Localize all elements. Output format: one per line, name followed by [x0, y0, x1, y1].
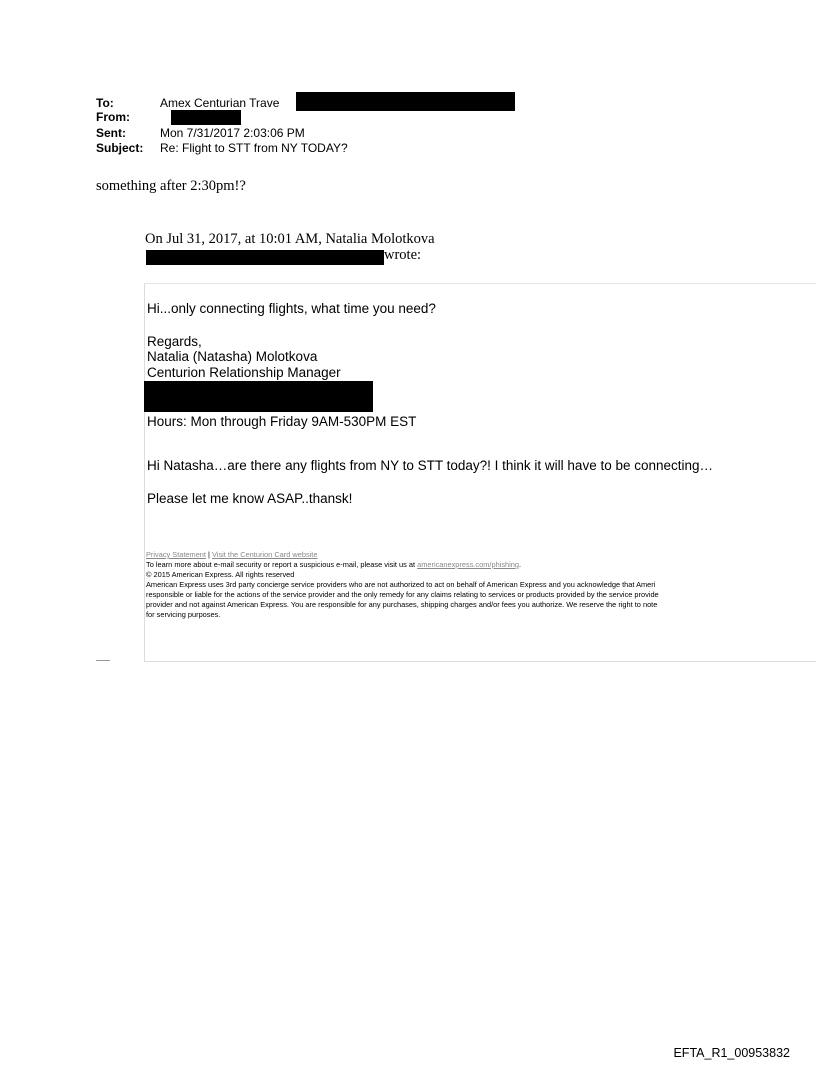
document-id: EFTA_R1_00953832 [673, 1046, 790, 1060]
subject-label: Subject: [96, 141, 144, 155]
disclaimer-legal-1: American Express uses 3rd party concierge service providers who are not authorized to act on behalf of American Express and you acknowledge that Ameri [146, 580, 656, 589]
sent-label: Sent: [96, 126, 126, 140]
centurion-website-link[interactable]: Visit the Centurion Card website [212, 550, 318, 559]
signature-name: Natalia (Natasha) Molotkova [147, 349, 318, 364]
quote-header-wrote: wrote: [384, 247, 422, 263]
disclaimer-copyright: © 2015 American Express. All rights reserved [146, 570, 295, 579]
sent-value: Mon 7/31/2017 2:03:06 PM [160, 126, 305, 140]
to-label: To: [96, 96, 114, 110]
disclaimer-legal-2: responsible or liable for the actions of the service provider and the only remedy for any claims relating to services or products provided by the service provide [146, 590, 659, 599]
redaction-to-address [296, 92, 515, 111]
disclaimer-security [146, 560, 521, 570]
signature-regards: Regards, [147, 334, 202, 349]
from-label: From: [96, 110, 130, 124]
subject-value: Re: Flight to STT from NY TODAY? [160, 141, 348, 155]
faint-divider-mark [96, 660, 110, 661]
quote-header-line1: On Jul 31, 2017, at 10:01 AM, Natalia Molotkova [145, 231, 435, 247]
link-separator: | [205, 550, 213, 559]
reply-body: something after 2:30pm!? [96, 178, 246, 194]
disclaimer-legal-4: for servicing purposes. [146, 610, 221, 619]
redaction-signature-contact [144, 381, 373, 412]
original-asap-line: Please let me know ASAP..thansk! [147, 491, 353, 506]
disclaimer-legal-3: provider and not against American Express. You are responsible for any purchases, shipping charges and/or fees you authorize. We reserve the right to note [146, 600, 658, 609]
privacy-statement-link[interactable]: Privacy Statement [146, 550, 206, 559]
security-text: To learn more about e-mail security or report a suspicious e-mail, please visit us at [146, 560, 418, 569]
redaction-from [171, 110, 241, 125]
signature-title: Centurion Relationship Manager [147, 365, 341, 380]
security-suffix: . [518, 560, 522, 569]
signature-hours: Hours: Mon through Friday 9AM-530PM EST [147, 414, 417, 429]
original-question: Hi Natasha…are there any flights from NY to STT today?! I think it will have to be connecting… [147, 458, 714, 473]
redaction-sender-email [146, 250, 384, 265]
to-value: Amex Centurian Trave [160, 96, 280, 110]
phishing-link[interactable]: americanexpress.com/phishing [417, 560, 519, 569]
quoted-reply-line: Hi...only connecting flights, what time you need? [147, 301, 436, 316]
disclaimer-links [146, 550, 317, 560]
